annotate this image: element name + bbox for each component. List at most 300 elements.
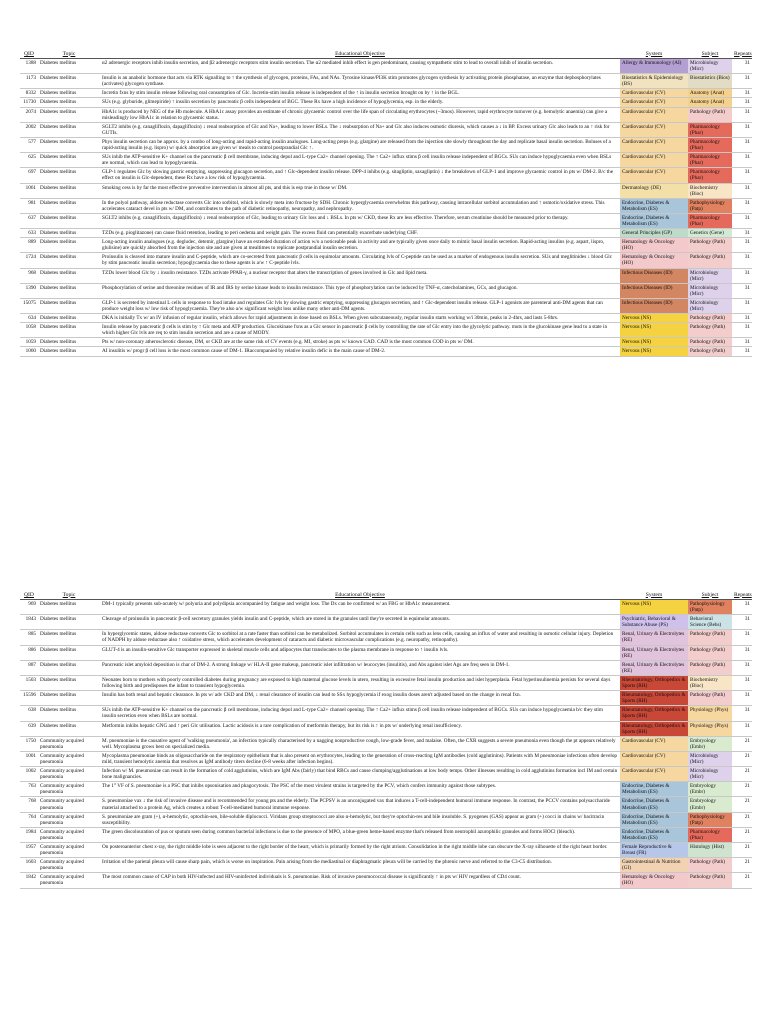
objective-cell: Insulin is an anabolic hormone that acts via RTK signalling to ↑ the synthesis of glycogen, proteins, FAs, and NAs. Tyrosine kinase/PI3K stim promotes glycogen synthesis by activating protein phosphatase, an enzyme that dephosphorylates (activates) glycogen synthase. (100, 74, 620, 89)
objective-cell: GLP-1 regulates Glc by slowing gastric emptying, suppressing glucagon secretion, and ↑ Glc-dependent insulin release. DPP-4 inhibs (e.g. sitagliptin, saxagliptin) ↓ the breakdown of GLP-1 and improve glycaemic control in pts w/ DM-2. B/c the effect on insulin is Glc-dependent, these Rx have a low risk of hypoglycaemia. (100, 168, 620, 183)
qid-cell: 887 (20, 660, 38, 675)
objective-cell: SGLT2 inhibs (e.g. canagliflozin, dapagliflozin) ↓ renal reabsorption of Glc and Na+, leading to lower BSLs. The ↓ reabsorption of Na+ and Glc also induces osmotic diuresis, which causes a ↓ in BP. Excess urinary Glc also leads to an ↑ risk for GUTIs. (100, 122, 620, 137)
qid-cell: 15075 (20, 298, 38, 313)
objective-cell: SGLT2 inhibs (e.g. canagliflozin, dapagliflozin) ↓ renal reabsorption of Glc, leading to urinary Glc loss and ↓ BSLs. In pts w/ CKD, these Rx are less effective. Therefore, serum creatinine should be measured prior to therapy. (100, 213, 620, 228)
table-row[interactable] (20, 600, 752, 615)
table-row[interactable] (20, 873, 752, 888)
table-row[interactable] (20, 253, 752, 268)
topic-cell: Diabetes mellitus (38, 89, 100, 98)
subject-cell: Pharmacology (Phar) (688, 153, 732, 168)
subject-cell: Pathology (Path) (688, 238, 732, 253)
repeats-cell: 31 (732, 323, 752, 338)
subject-cell: Biochemistry (Bioc) (688, 183, 732, 198)
topic-cell: Community acquired pneumonia (38, 736, 100, 751)
repeats-cell: 31 (732, 314, 752, 323)
qid-cell: 11730 (20, 98, 38, 107)
topic-cell: Diabetes mellitus (38, 107, 100, 122)
qid-cell: 697 (20, 168, 38, 183)
col-header-system[interactable]: System (620, 591, 688, 600)
topic-cell: Diabetes mellitus (38, 645, 100, 660)
repeats-cell: 31 (732, 122, 752, 137)
table-row[interactable] (20, 238, 752, 253)
topic-cell: Diabetes mellitus (38, 660, 100, 675)
repeats-cell: 31 (732, 213, 752, 228)
table-row[interactable] (20, 283, 752, 298)
system-cell: Infectious Diseases (ID) (620, 268, 688, 283)
system-cell: Endocrine, Diabetes & Metabolism (ES) (620, 797, 688, 812)
system-cell: Infectious Diseases (ID) (620, 298, 688, 313)
qid-cell: 1750 (20, 736, 38, 751)
topic-cell: Community acquired pneumonia (38, 812, 100, 827)
table-row[interactable] (20, 122, 752, 137)
topic-cell: Diabetes mellitus (38, 298, 100, 313)
objective-cell: The green discolouration of pus or sputum seen during common bacterial infections is due to the presence of MPO, a blue-green heme-based enzyme that's released from neutrophil azurophilic granules and forms HOCl (bleach). (100, 827, 620, 842)
table-row[interactable] (20, 59, 752, 74)
topic-cell: Diabetes mellitus (38, 600, 100, 615)
objective-cell: Neonates born to mothers with poorly controlled diabetes during pregnancy are exposed to high maternal glucose levels in utero, resulting in excessive fetal insulin production and islet hyperplasia. Fetal hyperinsulinemia persists for several days following birth and predisposes the infant to transient hypoglycemia. (100, 675, 620, 690)
objective-cell: The most common cause of CAP in both HIV-infected and HIV-uninfected individuals is S. pneumoniae. Risk of invasive pneumococcal disease is significantly ↑ in pts w/ HIV regardless of CD4 count. (100, 873, 620, 888)
objective-cell: DKA is initially Tx w/ an IV infusion of regular insulin, which allows for rapid adjustments in dose based on BSLs. When given subcutaneously, regular insulin starts working w/i 30min, peaks in 2-4hrs, and lasts 5-8hrs. (100, 314, 620, 323)
system-cell: Nervous (NS) (620, 314, 688, 323)
system-cell: Endocrine, Diabetes & Metabolism (ES) (620, 782, 688, 797)
system-cell: Biostatistics & Epidemiology (BS) (620, 74, 688, 89)
repeats-cell: 31 (732, 645, 752, 660)
system-cell: Allergy & Immunology (AI) (620, 59, 688, 74)
repeats-cell: 31 (732, 137, 752, 152)
objective-cell: Metformin inhibs hepatic GNG and ↑ peri Glc utilisation. Lactic acidosis is a rare complication of metformin therapy, but its risk is ↑ in pts w/ underlying renal insufficiency. (100, 721, 620, 736)
qid-cell: 633 (20, 229, 38, 238)
table-row[interactable] (20, 858, 752, 873)
qid-cell: 763 (20, 782, 38, 797)
table-row[interactable] (20, 268, 752, 283)
system-cell: Cardiovascular (CV) (620, 751, 688, 766)
topic-cell: Community acquired pneumonia (38, 873, 100, 888)
table-row[interactable] (20, 675, 752, 690)
table-row[interactable] (20, 323, 752, 338)
subject-cell: Microbiology (Micr) (688, 283, 732, 298)
repeats-cell: 31 (732, 691, 752, 706)
table-row[interactable] (20, 767, 752, 782)
page-2 (20, 591, 752, 889)
repeats-cell: 21 (732, 827, 752, 842)
objective-cell: TZDs (e.g. pioglitazone) can cause fluid retention, leading to peri oedema and weight gain. The excess fluid can potentially exacerbate underlying CHF. (100, 229, 620, 238)
topic-cell: Diabetes mellitus (38, 137, 100, 152)
table-row[interactable] (20, 107, 752, 122)
qid-cell: 8332 (20, 89, 38, 98)
topic-cell: Diabetes mellitus (38, 153, 100, 168)
topic-cell: Diabetes mellitus (38, 630, 100, 645)
objective-cell: TZDs lower blood Glc by ↓ insulin resistance. TZDs activate PPAR-γ, a nuclear receptor that alters the transcription of genes involved in Glc and lipid meta. (100, 268, 620, 283)
topic-cell: Community acquired pneumonia (38, 843, 100, 858)
repeats-cell: 31 (732, 721, 752, 736)
qid-cell: 1001 (20, 751, 38, 766)
table-row[interactable] (20, 229, 752, 238)
table-row[interactable] (20, 751, 752, 766)
system-cell: Renal, Urinary & Electrolytes (RE) (620, 630, 688, 645)
topic-cell: Community acquired pneumonia (38, 767, 100, 782)
repeats-cell: 21 (732, 797, 752, 812)
table-row[interactable] (20, 827, 752, 842)
table-row[interactable] (20, 347, 752, 356)
qid-cell: 1173 (20, 74, 38, 89)
table-row[interactable] (20, 645, 752, 660)
topic-cell: Diabetes mellitus (38, 615, 100, 630)
qid-cell: 981 (20, 198, 38, 213)
table-row[interactable] (20, 630, 752, 645)
repeats-cell: 31 (732, 107, 752, 122)
table-row[interactable] (20, 298, 752, 313)
table-body-2 (20, 600, 752, 889)
objective-cell: GLP-1 is secreted by intestinal L cells in response to food intake and regulates Glc lvls by slowing gastric emptying, suppressing glucagon secretion, and ↑ Glc-dependent insulin release. GLP-1 agonists are parenteral anti-DM agents that can produce weight loss w/ low risk of hypoglycaemia. They're also a/w significant weight loss unlike many other anti-DM agents. (100, 298, 620, 313)
repeats-cell: 31 (732, 706, 752, 721)
subject-cell: Pathophysiology (Patp) (688, 812, 732, 827)
objective-cell: GLUT-4 is an insulin-sensitive Glc transporter expressed in skeletal muscle cells and adipocytes that translocates to the plasma membrane in response to ↑ insulin lvls. (100, 645, 620, 660)
table-row[interactable] (20, 183, 752, 198)
objective-cell: Insulin release by pancreatic β cells is stim by ↑ Glc meta and ATP production. Glucokinase fxns as a Glc sensor in pancreatic β cells by controlling the rate of Glc entry into the glycolytic pathway. muts in the glucokinase gene lead to a state in which higher Glc lvls are req to stim insulin secretion and are a cause of MODY. (100, 323, 620, 338)
qid-cell: 1059 (20, 338, 38, 347)
repeats-cell: 31 (732, 283, 752, 298)
subject-cell: Microbiology (Micr) (688, 298, 732, 313)
subject-cell: Pharmacology (Phar) (688, 827, 732, 842)
repeats-cell: 31 (732, 268, 752, 283)
qid-cell: 1957 (20, 843, 38, 858)
repeats-cell: 31 (732, 253, 752, 268)
system-cell: Cardiovascular (CV) (620, 122, 688, 137)
col-header-objective[interactable]: Educational Objective (100, 591, 620, 600)
objective-cell: Long-acting insulin analogues (e.g. degludec, detemir, glargine) have an extended duration of action w/o a noticeable peak in activity and are typically given once daily to mimic basal insulin secretion. Rapid-acting insulins (e.g. aspart, lispro, glulisine) are quickly absorbed from the injection site and are given at mealtimes to replicate postprandial insulin secretion. (100, 238, 620, 253)
system-cell: Renal, Urinary & Electrolytes (RE) (620, 660, 688, 675)
col-header-objective[interactable]: Educational Objective (100, 50, 620, 59)
qid-cell: 889 (20, 238, 38, 253)
repeats-cell: 31 (732, 229, 752, 238)
subject-cell: Microbiology (Micr) (688, 268, 732, 283)
objective-cell: On posteroanterior chest x-ray, the right middle lobe is seen adjacent to the right border of the heart, which is primarily formed by the right atrium. Consolidation in the right middle lobe can obscure the X-ray silhouette of the right heart border. (100, 843, 620, 858)
qid-cell: 577 (20, 137, 38, 152)
subject-cell: Pathology (Path) (688, 107, 732, 122)
repeats-cell: 31 (732, 675, 752, 690)
table-row[interactable] (20, 153, 752, 168)
repeats-cell: 21 (732, 751, 752, 766)
topic-cell: Diabetes mellitus (38, 283, 100, 298)
subject-cell: Pathology (Path) (688, 314, 732, 323)
subject-cell: Genetics (Gene) (688, 229, 732, 238)
subject-cell: Pathology (Path) (688, 645, 732, 660)
qid-cell: 764 (20, 812, 38, 827)
qid-cell: 885 (20, 630, 38, 645)
qid-cell: 1603 (20, 858, 38, 873)
objective-cell: Smoking cess is by far the most effective preventive intervention in almost all pts, and this is esp true in those w/ DM. (100, 183, 620, 198)
col-header-repeats[interactable]: Repeats (734, 50, 752, 57)
qid-cell: 639 (20, 721, 38, 736)
qid-cell: 1503 (20, 675, 38, 690)
topic-cell: Diabetes mellitus (38, 183, 100, 198)
table-row[interactable] (20, 797, 752, 812)
system-cell: Gastrointestinal & Nutrition (GI) (620, 858, 688, 873)
topic-cell: Diabetes mellitus (38, 229, 100, 238)
qid-cell: 1843 (20, 615, 38, 630)
objective-cell: AI insulitis w/ progr β cell loss is the most common cause of DM-1. IRaccompanied by relative insulin defic is the main cause of DM-2. (100, 347, 620, 356)
table-row[interactable] (20, 89, 752, 98)
objective-cell: α2 adrenergic receptors inhib insulin secretion, and β2 adrenergic receptors stim insulin secretion. The α2 mediated inhib effect is gen predominant, causing sympathetic stim to lead to overall inhib of insulin secretion. (100, 59, 620, 74)
qid-cell: 1984 (20, 827, 38, 842)
table-body-1 (20, 59, 752, 357)
system-cell: Female Reproductive & Breast (FR) (620, 843, 688, 858)
objective-cell: Infection w/ M. pneumoniae can result in the formation of cold agglutinins, which are IgM Abs (fairly) that bind RBCs and cause clumping/agglutinations at low body temps. Other illnesses resulting in cold agglutinins formation incl IM and certain bone malignancies. (100, 767, 620, 782)
topic-cell: Diabetes mellitus (38, 74, 100, 89)
table-row[interactable] (20, 213, 752, 228)
subject-cell: Pathology (Path) (688, 347, 732, 356)
objective-cell: SUs inhib the ATP-sensitive K+ channel on the pancreatic β cell membrane, inducing depol and L-type Ca2+ channel opening. The ↑ Ca2+ influx stims β cell insulin release independent of BGCs. SUs can induce hypoglycaemia b/c they stim insulin secretion even when BSLs are normal. (100, 706, 620, 721)
objective-cell: Phys insulin secretion can be approx. by a combo of long-acting and rapid-acting insulin analogues. Long-acting preps (e.g. glargine) are released from the injection site slowly throughout the day and replicate basal insulin secretion. Boluses of a rapid-acting insulin (e.g. lispro) w/ quick absorption are given w/ meals to control postprandial Glc ↑. (100, 137, 620, 152)
repeats-cell: 21 (732, 873, 752, 888)
topic-cell: Diabetes mellitus (38, 122, 100, 137)
repeats-cell: 31 (732, 153, 752, 168)
objective-cell: Irritation of the parietal pleura will cause sharp pain, which is worse on inspiration. Pain arising from the mediastinal or diaphragmatic pleura will be carried by the phrenic nerve and referred to the C3-C5 distribution. (100, 858, 620, 873)
objective-cell: Phosphorylation of serine and threonine residues of IR and IRS by serine kinase leads to insulin resistance. This type of phosphorylation can be induced by TNF-α, catecholamines, GCs, and glucagon. (100, 283, 620, 298)
topic-cell: Community acquired pneumonia (38, 827, 100, 842)
subject-cell: Pathology (Path) (688, 253, 732, 268)
subject-cell: Anatomy (Anat) (688, 89, 732, 98)
qid-cell: 1002 (20, 767, 38, 782)
topic-cell: Diabetes mellitus (38, 323, 100, 338)
subject-cell: Physiology (Phys) (688, 706, 732, 721)
repeats-cell: 31 (732, 168, 752, 183)
subject-cell: Pathology (Path) (688, 323, 732, 338)
col-header-repeats[interactable]: Repeats (734, 591, 752, 598)
system-cell: Psychiatric, Behavioral & Substance Abuse (PS) (620, 615, 688, 630)
topic-cell: Diabetes mellitus (38, 238, 100, 253)
repeats-cell: 21 (732, 736, 752, 751)
subject-cell: Pharmacology (Phar) (688, 213, 732, 228)
system-cell: Cardiovascular (CV) (620, 736, 688, 751)
subject-cell: Microbiology (Micr) (688, 59, 732, 74)
objectives-table-2 (20, 591, 752, 889)
system-cell: Rheumatology, Orthopedics & Sports (RH) (620, 675, 688, 690)
objective-cell: Pts w/ non-coronary atherosclerotic disease, DM, or CKD are at the same risk of CV events (e.g. MI, stroke) as pts w/ known CAD. CAD is the most common COD in pts w/ DM. (100, 338, 620, 347)
table-row[interactable] (20, 782, 752, 797)
topic-cell: Community acquired pneumonia (38, 858, 100, 873)
system-cell: Cardiovascular (CV) (620, 767, 688, 782)
qid-cell: 1390 (20, 283, 38, 298)
repeats-cell: 31 (732, 660, 752, 675)
qid-cell: 969 (20, 600, 38, 615)
subject-cell: Embryology (Embr) (688, 797, 732, 812)
repeats-cell: 21 (732, 843, 752, 858)
topic-cell: Community acquired pneumonia (38, 782, 100, 797)
table-row[interactable] (20, 736, 752, 751)
system-cell: Endocrine, Diabetes & Metabolism (ES) (620, 213, 688, 228)
subject-cell: Physiology (Phys) (688, 721, 732, 736)
topic-cell: Diabetes mellitus (38, 98, 100, 107)
qid-cell: 968 (20, 268, 38, 283)
topic-cell: Diabetes mellitus (38, 675, 100, 690)
system-cell: Endocrine, Diabetes & Metabolism (ES) (620, 827, 688, 842)
repeats-cell: 31 (732, 298, 752, 313)
repeats-cell: 31 (732, 615, 752, 630)
qid-cell: 2074 (20, 107, 38, 122)
objective-cell: Incretin fxns by stim insulin release following oral consumption of Glc. Incretin-stim insulin release is independent of the ↑ in insulin secretion brought on by ↑ in the BGL. (100, 89, 620, 98)
subject-cell: Anatomy (Anat) (688, 98, 732, 107)
table-row[interactable] (20, 168, 752, 183)
topic-cell: Diabetes mellitus (38, 198, 100, 213)
objective-cell: Pancreatic islet amyloid deposition is char of DM-2. A strong linkage w/ HLA-II gene makeup, pancreatic islet infiltration w/ leucocytes (insulitis), and Abs against islet Ags are freq seen in DM-1. (100, 660, 620, 675)
table-row[interactable] (20, 74, 752, 89)
table-row[interactable] (20, 843, 752, 858)
qid-cell: 625 (20, 153, 38, 168)
topic-cell: Diabetes mellitus (38, 168, 100, 183)
repeats-cell: 21 (732, 812, 752, 827)
subject-cell: Microbiology (Micr) (688, 751, 732, 766)
objective-cell: HbA1c is produced by NEG of the Hb molecule. A HbA1c assay provides an estimate of chronic glycaemic control over the life span of circulating erythrocytes (~3mos). However, rapid erythrocyte turnover (e.g. hemolytic anaemia) can give a misleadingly low HbA1c in relation to glycaemic status. (100, 107, 620, 122)
repeats-cell: 31 (732, 74, 752, 89)
subject-cell: Microbiology (Micr) (688, 767, 732, 782)
repeats-cell: 31 (732, 338, 752, 347)
col-header-topic[interactable]: Topic (38, 50, 100, 59)
objective-cell: S. pneumoniae are gram (+), α-hemolytic, optochin-sen, bile-soluble diplococci. Viridans group streptococci are also α-hemolytic, but they're optochin-res and bile insoluble. S. pyogenes (GAS) appear as gram (+) cocci in chains w/ bacitracin susceptibility. (100, 812, 620, 827)
header-row (20, 50, 752, 59)
subject-cell: Pathology (Path) (688, 873, 732, 888)
system-cell: Cardiovascular (CV) (620, 98, 688, 107)
system-cell: Dermatology (DE) (620, 183, 688, 198)
objective-cell: M. pneumoniae is the causative agent of 'walking pneumonia', an infection typically characterised by a nagging nonproductive cough, low-grade fever, and malaise. Often, the CXR suggests a severe pneumonia even though the pt appears relatively well. Mycoplasma grows best on specialized media. (100, 736, 620, 751)
subject-cell: Pharmacology (Phar) (688, 168, 732, 183)
col-header-qid[interactable]: QID (20, 50, 38, 59)
table-row[interactable] (20, 691, 752, 706)
repeats-cell: 31 (732, 198, 752, 213)
topic-cell: Diabetes mellitus (38, 691, 100, 706)
repeats-cell: 31 (732, 89, 752, 98)
qid-cell: 1058 (20, 323, 38, 338)
topic-cell: Diabetes mellitus (38, 721, 100, 736)
objective-cell: DM-1 typically presents sub-acutely w/ polyuria and polydipsia accompanied by fatigue and weight loss. The Dx can be confirmed w/ an FBG or HbA1c measurement. (100, 600, 620, 615)
objective-cell: SUs inhib the ATP-sensitive K+ channel on the pancreatic β cell membrane, inducing depol and L-type Ca2+ channel opening. The ↑ Ca2+ influx stims β cell insulin release independent of BGCs. SUs can induce hypoglycaemia even when BSLs are normal, which can lead to hypoglycaemia. (100, 153, 620, 168)
qid-cell: 1724 (20, 253, 38, 268)
repeats-cell: 21 (732, 782, 752, 797)
table-row[interactable] (20, 721, 752, 736)
subject-cell: Behavioral Science (Behs) (688, 615, 732, 630)
system-cell: Cardiovascular (CV) (620, 137, 688, 152)
system-cell: Rheumatology, Orthopedics & Sports (RH) (620, 691, 688, 706)
system-cell: Nervous (NS) (620, 600, 688, 615)
subject-cell: Pathology (Path) (688, 691, 732, 706)
col-header-system[interactable]: System (620, 50, 688, 59)
page-1 (20, 50, 752, 357)
system-cell: Endocrine, Diabetes & Metabolism (ES) (620, 812, 688, 827)
table-row[interactable] (20, 198, 752, 213)
qid-cell: 637 (20, 213, 38, 228)
col-header-topic[interactable]: Topic (38, 591, 100, 600)
subject-cell: Pathology (Path) (688, 660, 732, 675)
col-header-qid[interactable]: QID (20, 591, 38, 600)
topic-cell: Diabetes mellitus (38, 59, 100, 74)
objective-cell: Cleavage of proinsulin in pancreatic β-cell secretory granules yields insulin and C-peptide, which are stored in the granules until they're secreted in equimolar amounts. (100, 615, 620, 630)
objectives-table-1 (20, 50, 752, 357)
topic-cell: Diabetes mellitus (38, 338, 100, 347)
topic-cell: Diabetes mellitus (38, 268, 100, 283)
objective-cell: Insulin has both renal and hepatic clearance. In pts w/ adv CKD and DM, ↓ renal clearance of insulin can lead to SSx hypoglycemia if exog insulin doses aren't adjusted based on the change in renal fxn. (100, 691, 620, 706)
qid-cell: 1388 (20, 59, 38, 74)
topic-cell: Diabetes mellitus (38, 213, 100, 228)
qid-cell: 886 (20, 645, 38, 660)
system-cell: Nervous (NS) (620, 338, 688, 347)
system-cell: Cardiovascular (CV) (620, 153, 688, 168)
table-row[interactable] (20, 98, 752, 107)
topic-cell: Diabetes mellitus (38, 347, 100, 356)
qid-cell: 634 (20, 314, 38, 323)
system-cell: Cardiovascular (CV) (620, 107, 688, 122)
system-cell: Hematology & Oncology (HO) (620, 253, 688, 268)
system-cell: Hematology & Oncology (HO) (620, 873, 688, 888)
topic-cell: Community acquired pneumonia (38, 751, 100, 766)
header-row (20, 591, 752, 600)
table-row[interactable] (20, 338, 752, 347)
objective-cell: SUs (e.g. glyburide, glimepiride) ↑ insulin secretion by pancreatic β cells independent of BGC. These Rx have a high incidence of hypoglycemia, esp. in the elderly. (100, 98, 620, 107)
system-cell: Rheumatology, Orthopedics & Sports (RH) (620, 721, 688, 736)
topic-cell: Community acquired pneumonia (38, 797, 100, 812)
qid-cell: 1060 (20, 347, 38, 356)
objective-cell: S. pneumoniae vax ↓ the risk of invasive disease and is recommended for young pts and the elderly. The PCPSV is an unconjugated vax that induces a T-cell-independent humoral immune response. In contrast, the PCCV contains polysaccharide material attached to a protein Ag, which creates a robust T-cell-mediated humoral immune response. (100, 797, 620, 812)
repeats-cell: 31 (732, 630, 752, 645)
col-header-subject[interactable]: Subject (688, 591, 732, 600)
qid-cell: 638 (20, 706, 38, 721)
repeats-cell: 31 (732, 238, 752, 253)
system-cell: Nervous (NS) (620, 323, 688, 338)
subject-cell: Embryology (Embr) (688, 736, 732, 751)
table-row[interactable] (20, 660, 752, 675)
objective-cell: In hyperglycemic states, aldose reductase converts Glc to sorbitol at a rate faster than sorbitol can be metabolized. Sorbitol accumulates in certain cells such as lens cells, causing an influx of water and resulting in osmotic cellular injury. Depletion of NADPH by aldose reductase also ↑ oxidative stress, which accelerates development of cataracts and diabetic microvascular complications (e.g. neuropathy, retinopathy). (100, 630, 620, 645)
qid-cell: 1061 (20, 183, 38, 198)
system-cell: Cardiovascular (CV) (620, 168, 688, 183)
table-row[interactable] (20, 706, 752, 721)
table-row[interactable] (20, 314, 752, 323)
qid-cell: 768 (20, 797, 38, 812)
system-cell: Hematology & Oncology (HO) (620, 238, 688, 253)
repeats-cell: 21 (732, 858, 752, 873)
subject-cell: Pathology (Path) (688, 338, 732, 347)
qid-cell: 1842 (20, 873, 38, 888)
qid-cell: 15596 (20, 691, 38, 706)
subject-cell: Biostatistics (Bios) (688, 74, 732, 89)
system-cell: Renal, Urinary & Electrolytes (RE) (620, 645, 688, 660)
system-cell: Rheumatology, Orthopedics & Sports (RH) (620, 706, 688, 721)
repeats-cell: 31 (732, 183, 752, 198)
table-row[interactable] (20, 812, 752, 827)
table-row[interactable] (20, 137, 752, 152)
objective-cell: The 1° VF of S. pneumoniae is a PSC that inhibs opsonisation and phagocytosis. The PSC of the most virulent strains is targeted by the PCV, which confers immunity against those subtypes. (100, 782, 620, 797)
subject-cell: Pathophysiology (Patp) (688, 198, 732, 213)
repeats-cell: 31 (732, 59, 752, 74)
repeats-cell: 31 (732, 347, 752, 356)
subject-cell: Biochemistry (Bioc) (688, 675, 732, 690)
col-header-subject[interactable]: Subject (688, 50, 732, 59)
system-cell: General Principles (GP) (620, 229, 688, 238)
subject-cell: Pathology (Path) (688, 858, 732, 873)
topic-cell: Diabetes mellitus (38, 253, 100, 268)
system-cell: Infectious Diseases (ID) (620, 283, 688, 298)
system-cell: Endocrine, Diabetes & Metabolism (ES) (620, 198, 688, 213)
repeats-cell: 31 (732, 98, 752, 107)
subject-cell: Pharmacology (Phar) (688, 122, 732, 137)
topic-cell: Diabetes mellitus (38, 706, 100, 721)
subject-cell: Pathophysiology (Patp) (688, 600, 732, 615)
table-row[interactable] (20, 615, 752, 630)
objective-cell: Mycoplasma pneumoniae binds an oligosaccharide on the respiratory epithelium that is also present on erythrocytes, leading to the generation of cross-reacting IgM antibodies (cold agglutinins). Patients with M pneumoniae infections often develop mild, transient hemolytic anemia that resolves as IgM antibody titers decline (6-8 weeks after infection begins). (100, 751, 620, 766)
subject-cell: Pharmacology (Phar) (688, 137, 732, 152)
objective-cell: Proinsulin is cleaved into mature insulin and C-peptide, which are co-secreted from pancreatic β cells in equimolar amounts. Circulating lvls of C-peptide can be used as a marker of endogenous insulin secretion. SUs and meglitinides ↓ blood Glc by stim pancreatic insulin secretion; hypoglycaemia due to these agents is a/w ↑ C-peptide lvls. (100, 253, 620, 268)
objective-cell: In the polyol pathway, aldose reductase converts Glc into sorbitol, which is slowly meta into fructose by SDH. Chronic hyperglycaemia overwhelms this pathway, causing intracellular sorbitol accumulation and ↑ osmotic/oxidative stress. This accelerates cataract devel in pts w/ DM, and contributes to the path of diabetic retinopathy, neuropathy, and nephropathy. (100, 198, 620, 213)
system-cell: Nervous (NS) (620, 347, 688, 356)
subject-cell: Pathology (Path) (688, 630, 732, 645)
